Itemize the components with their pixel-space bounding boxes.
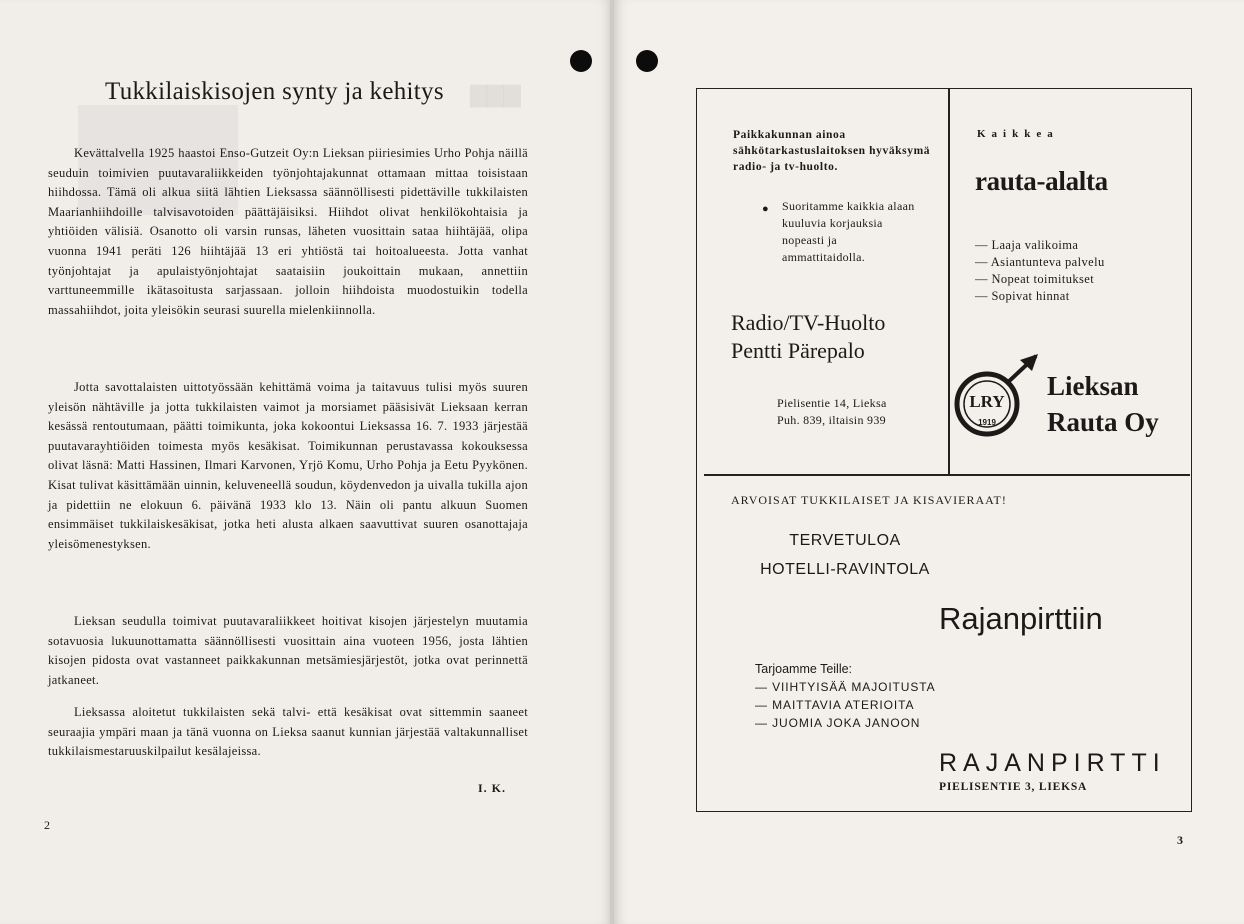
page-number-left: 2 (44, 818, 50, 832)
hotel-ad-brand: RAJANPIRTTI (939, 749, 1166, 777)
rauta-ad-feature: — Sopivat hinnat (975, 288, 1105, 305)
left-page (0, 0, 612, 924)
article-paragraph-2: Jotta savottalaisten uittotyössään kehittämä voima ja taitavuus tulisi myös suuren yleisön nähtäville ja jotta tukkilaisten vaimot ja morsiamet pääsisivät Lieksaan kerran kesässä rentoutumaan, päätti toimikunta, joka kokoontui Lieksassa 16. 7. 1933 järjestää puutavarayhtiöiden toimesta myös kesäkisat. Toimikunnan perustavassa kokouksessa olivat läsnä: Matti Hassinen, Ilmari Karvonen, Yrjö Komu, Urho Pohja ja Eetu Pyykönen. Kisat tulivat käsittämään uinnin, keluveneellä soudun, köydenvedon ja uivalla tukilla ajon ja pidettiin ne elokuun 6. päivänä 1933 klo 13. Näin oli pantu alkuun Suomen ensimmäiset tukkilaiskesäkisat, jotka heti alusta alkaen saavuttivat suuren osanottajaja yleisömenestyksen. (48, 380, 528, 551)
hotel-ad-offers (755, 678, 936, 732)
punch-hole-left (570, 50, 592, 72)
hotel-ad-offer: — VIIHTYISÄÄ MAJOITUSTA (755, 678, 936, 696)
rauta-ad-features (975, 237, 1105, 305)
hotel-ad-greeting: ARVOISAT TUKKILAISET JA KISAVIERAAT! (731, 493, 1007, 507)
logo-year: 1919 (978, 418, 996, 427)
bullet-icon: ● (762, 203, 769, 215)
hotel-ad-offer: — JUOMIA JOKA JANOON (755, 714, 936, 732)
hotel-ad-offer-label: Tarjoamme Teille: (755, 662, 853, 676)
logo-letters: LRY (969, 392, 1005, 411)
rauta-ad-kicker: Kaikkea (977, 128, 1059, 140)
article-paragraph-4: Lieksassa aloitetut tukkilaisten sekä talvi- että kesäkisat ovat sittemmin saaneet seuraajia ympäri maan ja tänä vuonna on Lieksa saanut kunnian järjestää valtakunnalliset tukkilaismestaruuskilpailut kesälajeissa. (48, 705, 528, 759)
radio-ad-address: Pielisentie 14, Lieksa (777, 396, 887, 410)
radio-ad-name-line2: Pentti Pärepalo (731, 338, 865, 363)
radio-ad-company (731, 309, 885, 365)
radio-ad-name-line1: Radio/TV-Huolto (731, 310, 886, 335)
rauta-ad-feature: — Laaja valikoima (975, 237, 1105, 254)
hotel-ad-venue-name: Rajanpirttiin (939, 601, 1103, 636)
rauta-ad-company-line2: Rauta Oy (1047, 407, 1159, 437)
rauta-ad-feature: — Asiantunteva palvelu (975, 254, 1105, 271)
hotel-ad-address: PIELISENTIE 3, LIEKSA (939, 781, 1088, 793)
rauta-ad-headline: rauta-alalta (975, 166, 1108, 196)
ad-horizontal-divider (704, 474, 1190, 476)
page-number-right: 3 (1177, 833, 1183, 847)
company-logo-icon (950, 352, 1040, 442)
article-paragraph-3: Lieksan seudulla toimivat puutavaraliikkeet hoitivat kisojen järjestelyn muutamia sotavuosia lukuunottamatta säännöllisesti vuosittain aina vuoteen 1956, josta lähtien kisojen pidosta ovat vastanneet paikkakunnan metsämiesjärjestöt, jotka ovat perinnettä jatkaneet. (48, 614, 528, 687)
article-paragraph-1: Kevättalvella 1925 haastoi Enso-Gutzeit Oy:n Lieksan piiriesimies Urho Pohja näillä seuduin toimivien puutavaraliikkeiden työnjohtajakunnat ottamaan mittaa toisistaan hiihdossa. Tämä oli alkua siitä lähtien Lieksassa säännöllisesti pidettäville tukkilaisten Maarianhiihdoille talvisavotoiden päättäjäisiksi. Hiihdot olivat henkilökohtaisia ja yhtiöiden välisiä. Osanotto oli varsin runsas, läheten vuosittain sataa hiihtäjää, olipa vuonna 1941 peräti 126 hiihtäjää 13 eri yhtiöstä tai hoitoalueesta. Jotta vanhat työnjohtajat ja apulaistyönjohtajat saataisiin joukoittain mukaan, annettiin varttuneemmille ikätasoitusta sarjassaan. jolloin hiihdoista muodostuikin todella massahiihdot, joita yleisökin seurasi suurella mielenkiinnolla. (48, 146, 528, 317)
radio-ad-phone: Puh. 839, iltaisin 939 (777, 413, 886, 427)
hotel-ad-offer: — MAITTAVIA ATERIOITA (755, 696, 936, 714)
hotel-ad-venue-type: HOTELLI-RAVINTOLA (760, 561, 930, 578)
rauta-ad-feature: — Nopeat toimitukset (975, 271, 1105, 288)
punch-hole-right (636, 50, 658, 72)
article-signature: I. K. (478, 781, 507, 795)
show-through-text: ▇▇▇ (470, 82, 521, 107)
radio-ad-services: Suoritamme kaikkia alaan kuuluvia korjauksia nopeasti ja ammattitaidolla. (782, 199, 915, 264)
radio-ad-contact (777, 395, 887, 429)
article-title: Tukkilaiskisojen synty ja kehitys (105, 78, 444, 105)
hotel-ad-welcome: TERVETULOA (789, 532, 901, 549)
rauta-ad-company-line1: Lieksan (1047, 371, 1139, 401)
radio-ad-intro: Paikkakunnan ainoa sähkötarkastuslaitoksen hyväksymä radio- ja tv-huolto. (733, 129, 931, 173)
